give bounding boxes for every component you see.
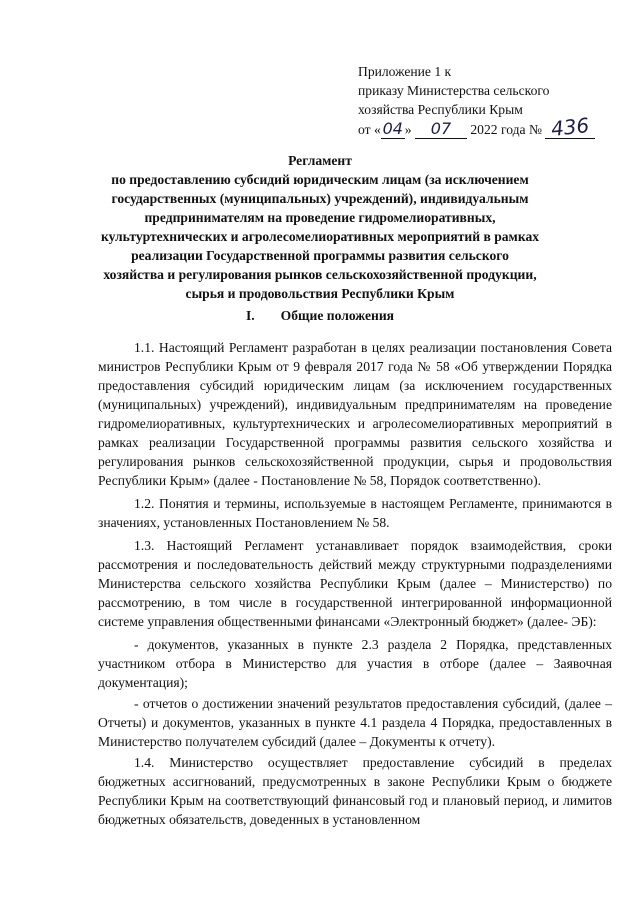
annex-line-2: приказу Министерства сельского <box>358 83 550 98</box>
paragraph-1-4: 1.4. Министерство осуществляет предоставление субсидий в пределах бюджетных ассигнований, предусмотренных в законе Республики Крым о бюджете Республики Крым на соответствующий финансовый год и плановый период, и лимитов бюджетных обязательств, доведенных в установленном <box>98 755 612 827</box>
annex-line-3: хозяйства Республики Крым <box>358 102 523 117</box>
date-close: » <box>404 122 412 137</box>
handwritten-order-number: 436 <box>545 119 595 139</box>
section-title: Общие положения <box>280 308 395 323</box>
year-text: 2022 года № <box>470 122 542 137</box>
annex-header <box>358 62 618 139</box>
list-item-documents: - документов, указанных в пункте 2.3 раздела 2 Порядка, представленных участником отбора в Министерство для участия в отборе (далее – Заявочная документация); <box>98 637 612 690</box>
annex-line-1: Приложение 1 к <box>358 64 452 79</box>
paragraph-1-2: 1.2. Понятия и термины, используемые в настоящем Регламенте, принимаются в значениях, установленных Постановлением № 58. <box>98 496 612 530</box>
date-prefix: от « <box>358 122 381 137</box>
document-title <box>100 151 540 303</box>
section-heading <box>100 306 540 325</box>
document-body <box>98 338 612 833</box>
paragraph-1-1: 1.1. Настоящий Регламент разработан в целях реализации постановления Совета министров Республики Крым от 9 февраля 2017 года № 58 «Об утверждении Порядка предоставления субсидий юридическим лицам (за исключением государственных (муниципальных) учреждений), индивидуальным предпринимателям на проведение гидромелиоративных, культуртехнических и агролесомелиоративных мероприятий в рамках реализации Государственной программы развития сельского хозяйства и регулирования рынков сельскохозяйственной продукции, сырья и продовольствия Республики Крым» (далее - Постановление № 58, Порядок соответственно). <box>98 340 612 488</box>
section-number: I. <box>245 308 255 323</box>
title-word: Регламент <box>288 153 352 168</box>
handwritten-month: 07 <box>415 121 467 139</box>
annex-date-line <box>358 113 618 141</box>
title-text: по предоставлению субсидий юридическим лицам (за исключением государственных (муниципальных) учреждений), индивидуальным предпринимателям на проведение гидромелиоративных, культуртехнических и агролесомелиоративных мероприятий в рамках реализации Государственной программы развития сельского хозяйства и регулирования рынков сельскохозяйственной продукции, сырья и продовольствия Республики Крым <box>100 172 540 301</box>
paragraph-1-3: 1.3. Настоящий Регламент устанавливает порядок взаимодействия, сроки рассмотрения и последовательность действий между структурными подразделениями Министерства сельского хозяйства Республики Крым (далее – Министерство) по рассмотрению, в том числе в государственной интегрированной информационной системе управления общественными финансами «Электронный бюджет» (далее- ЭБ): <box>98 538 612 629</box>
list-item-reports: - отчетов о достижении значений результатов предоставления субсидий, (далее – Отчеты) и документов, указанных в пункте 4.1 раздела 4 Порядка, предоставленных в Министерство получателем субсидий (далее – Документы к отчету). <box>98 696 612 749</box>
handwritten-day: 04 <box>382 119 403 138</box>
